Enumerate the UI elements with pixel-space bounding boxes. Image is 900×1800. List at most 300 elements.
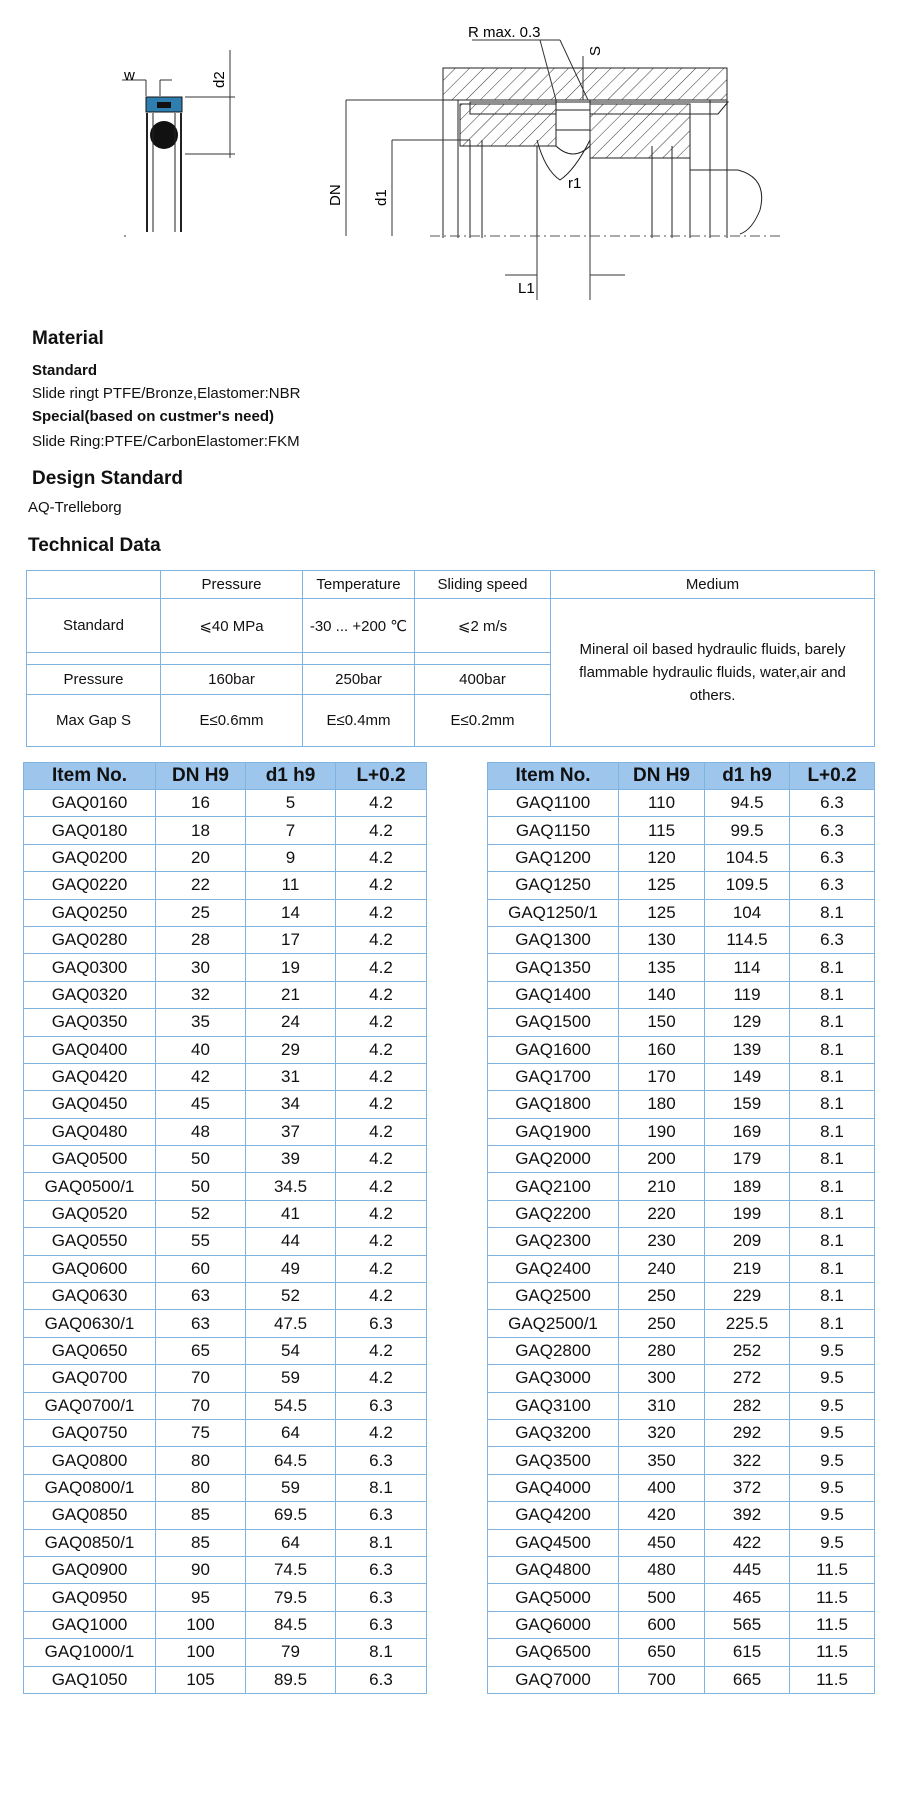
table-row xyxy=(488,1365,875,1392)
item-no-cell: GAQ1300 xyxy=(488,926,619,953)
tech-pressure-160: 160bar xyxy=(161,665,303,695)
d1-cell: 119 xyxy=(705,981,790,1008)
l-cell: 4.2 xyxy=(336,1118,427,1145)
l-cell: 8.1 xyxy=(790,1228,875,1255)
d1-cell: 44 xyxy=(246,1228,336,1255)
d1-cell: 34.5 xyxy=(246,1173,336,1200)
item-no-cell: GAQ5000 xyxy=(488,1584,619,1611)
dn-cell: 65 xyxy=(156,1337,246,1364)
dn-cell: 32 xyxy=(156,981,246,1008)
d1-cell: 209 xyxy=(705,1228,790,1255)
d1-cell: 17 xyxy=(246,926,336,953)
l-cell: 11.5 xyxy=(790,1639,875,1666)
l-cell: 9.5 xyxy=(790,1392,875,1419)
item-no-cell: GAQ0220 xyxy=(24,872,156,899)
table-row xyxy=(24,1611,427,1638)
technical-data-table xyxy=(26,570,875,747)
item-no-cell: GAQ0180 xyxy=(24,817,156,844)
l-cell: 8.1 xyxy=(790,1200,875,1227)
dn-cell: 240 xyxy=(619,1255,705,1282)
item-no-cell: GAQ1250 xyxy=(488,872,619,899)
dn-cell: 450 xyxy=(619,1529,705,1556)
l-cell: 4.2 xyxy=(336,1063,427,1090)
d1-cell: 52 xyxy=(246,1283,336,1310)
dn-cell: 210 xyxy=(619,1173,705,1200)
d1-cell: 99.5 xyxy=(705,817,790,844)
l-cell: 4.2 xyxy=(336,1365,427,1392)
l-cell: 4.2 xyxy=(336,1173,427,1200)
housing-section xyxy=(327,24,780,300)
items-header-row xyxy=(488,763,875,790)
d1-cell: 64 xyxy=(246,1529,336,1556)
tech-gap-label: Max Gap S xyxy=(27,695,161,747)
tech-standard-temperature: -30 ... +200 ℃ xyxy=(303,599,415,653)
l-cell: 8.1 xyxy=(790,1310,875,1337)
l-cell: 6.3 xyxy=(336,1447,427,1474)
dn-cell: 55 xyxy=(156,1228,246,1255)
d1-cell: 94.5 xyxy=(705,790,790,817)
dn-cell: 250 xyxy=(619,1283,705,1310)
table-row xyxy=(24,1584,427,1611)
l-cell: 4.2 xyxy=(336,790,427,817)
table-row xyxy=(488,899,875,926)
item-no-cell: GAQ0250 xyxy=(24,899,156,926)
table-row xyxy=(24,1365,427,1392)
table-row xyxy=(24,872,427,899)
item-no-cell: GAQ1050 xyxy=(24,1666,156,1693)
item-no-cell: GAQ1900 xyxy=(488,1118,619,1145)
design-standard-text: AQ-Trelleborg xyxy=(28,499,122,516)
tech-gap-2: E≤0.4mm xyxy=(303,695,415,747)
header-item-no: Item No. xyxy=(24,763,156,790)
l-cell: 4.2 xyxy=(336,1283,427,1310)
d1-cell: 79 xyxy=(246,1639,336,1666)
tech-spacer-cell xyxy=(27,653,161,665)
dn-cell: 25 xyxy=(156,899,246,926)
table-row xyxy=(24,1200,427,1227)
item-no-cell: GAQ0500/1 xyxy=(24,1173,156,1200)
dn-cell: 310 xyxy=(619,1392,705,1419)
dn-cell: 85 xyxy=(156,1502,246,1529)
table-row xyxy=(488,1447,875,1474)
dn-cell: 70 xyxy=(156,1365,246,1392)
table-row xyxy=(488,844,875,871)
tech-standard-speed: ⩽2 m/s xyxy=(415,599,551,653)
l-cell: 8.1 xyxy=(336,1474,427,1501)
item-no-cell: GAQ2500 xyxy=(488,1283,619,1310)
item-no-cell: GAQ6000 xyxy=(488,1611,619,1638)
header-d1: d1 h9 xyxy=(705,763,790,790)
dn-cell: 250 xyxy=(619,1310,705,1337)
dn-cell: 18 xyxy=(156,817,246,844)
dn-cell: 650 xyxy=(619,1639,705,1666)
item-no-cell: GAQ0630 xyxy=(24,1283,156,1310)
d1-cell: 74.5 xyxy=(246,1556,336,1583)
l-cell: 6.3 xyxy=(336,1584,427,1611)
d1-cell: 272 xyxy=(705,1365,790,1392)
dn-cell: 170 xyxy=(619,1063,705,1090)
item-no-cell: GAQ0850/1 xyxy=(24,1529,156,1556)
item-no-cell: GAQ0900 xyxy=(24,1556,156,1583)
table-row xyxy=(24,1118,427,1145)
l-cell: 8.1 xyxy=(790,1118,875,1145)
table-row xyxy=(24,926,427,953)
dn-cell: 120 xyxy=(619,844,705,871)
seal-drawing xyxy=(0,0,900,320)
item-no-cell: GAQ2800 xyxy=(488,1337,619,1364)
header-dn: DN H9 xyxy=(156,763,246,790)
l-cell: 8.1 xyxy=(336,1529,427,1556)
d1-cell: 14 xyxy=(246,899,336,926)
table-row xyxy=(488,1200,875,1227)
l-cell: 4.2 xyxy=(336,1255,427,1282)
table-row xyxy=(488,1173,875,1200)
table-row xyxy=(24,899,427,926)
table-row xyxy=(488,1584,875,1611)
dn-cell: 400 xyxy=(619,1474,705,1501)
tech-standard-label: Standard xyxy=(27,599,161,653)
l-cell: 8.1 xyxy=(790,1283,875,1310)
dn-cell: 48 xyxy=(156,1118,246,1145)
dn-cell: 220 xyxy=(619,1200,705,1227)
table-row xyxy=(488,954,875,981)
l-cell: 4.2 xyxy=(336,1200,427,1227)
l-cell: 4.2 xyxy=(336,899,427,926)
tech-standard-pressure: ⩽40 MPa xyxy=(161,599,303,653)
item-no-cell: GAQ0300 xyxy=(24,954,156,981)
table-row xyxy=(24,1529,427,1556)
item-no-cell: GAQ3500 xyxy=(488,1447,619,1474)
item-no-cell: GAQ1250/1 xyxy=(488,899,619,926)
dn-cell: 22 xyxy=(156,872,246,899)
material-special-label: Special(based on custmer's need) xyxy=(32,408,274,425)
l-cell: 6.3 xyxy=(790,790,875,817)
label-dn: DN xyxy=(327,184,344,206)
d1-cell: 104 xyxy=(705,899,790,926)
dn-cell: 85 xyxy=(156,1529,246,1556)
l-cell: 8.1 xyxy=(336,1639,427,1666)
d1-cell: 322 xyxy=(705,1447,790,1474)
table-row xyxy=(488,1063,875,1090)
d1-cell: 199 xyxy=(705,1200,790,1227)
l-cell: 4.2 xyxy=(336,1419,427,1446)
dn-cell: 130 xyxy=(619,926,705,953)
table-row xyxy=(488,1666,875,1693)
l-cell: 8.1 xyxy=(790,954,875,981)
item-no-cell: GAQ1700 xyxy=(488,1063,619,1090)
table-row xyxy=(488,1255,875,1282)
l-cell: 4.2 xyxy=(336,1228,427,1255)
dn-cell: 420 xyxy=(619,1502,705,1529)
d1-cell: 292 xyxy=(705,1419,790,1446)
table-row xyxy=(488,1091,875,1118)
tech-gap-1: E≤0.6mm xyxy=(161,695,303,747)
table-row xyxy=(24,1146,427,1173)
d1-cell: 159 xyxy=(705,1091,790,1118)
dn-cell: 230 xyxy=(619,1228,705,1255)
l-cell: 11.5 xyxy=(790,1611,875,1638)
d1-cell: 29 xyxy=(246,1036,336,1063)
label-r-max: R max. 0.3 xyxy=(468,24,541,41)
item-no-cell: GAQ1000/1 xyxy=(24,1639,156,1666)
dn-cell: 110 xyxy=(619,790,705,817)
l-cell: 4.2 xyxy=(336,954,427,981)
item-no-cell: GAQ0200 xyxy=(24,844,156,871)
d1-cell: 89.5 xyxy=(246,1666,336,1693)
dn-cell: 150 xyxy=(619,1009,705,1036)
dn-cell: 50 xyxy=(156,1146,246,1173)
d1-cell: 252 xyxy=(705,1337,790,1364)
table-row xyxy=(24,844,427,871)
tech-medium-text: Mineral oil based hydraulic fluids, barely flammable hydraulic fluids, water,air and others. xyxy=(551,599,875,747)
l-cell: 8.1 xyxy=(790,1091,875,1118)
dn-cell: 180 xyxy=(619,1091,705,1118)
dn-cell: 63 xyxy=(156,1310,246,1337)
dn-cell: 280 xyxy=(619,1337,705,1364)
l-cell: 8.1 xyxy=(790,899,875,926)
l-cell: 8.1 xyxy=(790,1255,875,1282)
d1-cell: 129 xyxy=(705,1009,790,1036)
technical-data-heading: Technical Data xyxy=(28,535,161,556)
item-no-cell: GAQ4500 xyxy=(488,1529,619,1556)
l-cell: 8.1 xyxy=(790,1146,875,1173)
table-row xyxy=(24,1474,427,1501)
header-l: L+0.2 xyxy=(790,763,875,790)
tech-spacer-cell xyxy=(161,653,303,665)
dn-cell: 35 xyxy=(156,1009,246,1036)
table-row xyxy=(488,817,875,844)
item-no-cell: GAQ0630/1 xyxy=(24,1310,156,1337)
table-row xyxy=(24,1310,427,1337)
table-row xyxy=(24,1392,427,1419)
item-no-cell: GAQ1600 xyxy=(488,1036,619,1063)
d1-cell: 31 xyxy=(246,1063,336,1090)
dn-cell: 80 xyxy=(156,1447,246,1474)
l-cell: 9.5 xyxy=(790,1529,875,1556)
dn-cell: 45 xyxy=(156,1091,246,1118)
l-cell: 6.3 xyxy=(336,1611,427,1638)
item-no-cell: GAQ0550 xyxy=(24,1228,156,1255)
item-no-cell: GAQ3000 xyxy=(488,1365,619,1392)
seal-profile xyxy=(122,50,235,236)
tech-pressure-250: 250bar xyxy=(303,665,415,695)
label-d1: d1 xyxy=(373,189,390,206)
l-cell: 9.5 xyxy=(790,1474,875,1501)
item-no-cell: GAQ0950 xyxy=(24,1584,156,1611)
item-no-cell: GAQ0450 xyxy=(24,1091,156,1118)
l-cell: 4.2 xyxy=(336,817,427,844)
dn-cell: 40 xyxy=(156,1036,246,1063)
dn-cell: 16 xyxy=(156,790,246,817)
item-no-cell: GAQ3200 xyxy=(488,1419,619,1446)
dn-cell: 190 xyxy=(619,1118,705,1145)
table-row xyxy=(488,1036,875,1063)
l-cell: 4.2 xyxy=(336,926,427,953)
d1-cell: 104.5 xyxy=(705,844,790,871)
d1-cell: 229 xyxy=(705,1283,790,1310)
l-cell: 8.1 xyxy=(790,1009,875,1036)
item-no-cell: GAQ1100 xyxy=(488,790,619,817)
d1-cell: 392 xyxy=(705,1502,790,1529)
table-row xyxy=(24,954,427,981)
items-table-right xyxy=(487,762,875,1694)
item-no-cell: GAQ0420 xyxy=(24,1063,156,1090)
header-l: L+0.2 xyxy=(336,763,427,790)
d1-cell: 114 xyxy=(705,954,790,981)
l-cell: 8.1 xyxy=(790,1173,875,1200)
dn-cell: 20 xyxy=(156,844,246,871)
l-cell: 9.5 xyxy=(790,1502,875,1529)
item-no-cell: GAQ7000 xyxy=(488,1666,619,1693)
tech-gap-3: E≤0.2mm xyxy=(415,695,551,747)
d1-cell: 189 xyxy=(705,1173,790,1200)
d1-cell: 565 xyxy=(705,1611,790,1638)
d1-cell: 64.5 xyxy=(246,1447,336,1474)
d1-cell: 114.5 xyxy=(705,926,790,953)
d1-cell: 64 xyxy=(246,1419,336,1446)
item-no-cell: GAQ6500 xyxy=(488,1639,619,1666)
dn-cell: 125 xyxy=(619,899,705,926)
dn-cell: 135 xyxy=(619,954,705,981)
table-row xyxy=(24,1639,427,1666)
l-cell: 4.2 xyxy=(336,844,427,871)
tech-header-row xyxy=(27,571,875,599)
tech-standard-row xyxy=(27,599,875,653)
table-row xyxy=(24,790,427,817)
item-no-cell: GAQ0800 xyxy=(24,1447,156,1474)
l-cell: 6.3 xyxy=(336,1666,427,1693)
dn-cell: 350 xyxy=(619,1447,705,1474)
dn-cell: 42 xyxy=(156,1063,246,1090)
table-row xyxy=(24,817,427,844)
d1-cell: 19 xyxy=(246,954,336,981)
material-heading: Material xyxy=(32,328,104,349)
dn-cell: 75 xyxy=(156,1419,246,1446)
label-d2: d2 xyxy=(211,71,228,88)
item-no-cell: GAQ4000 xyxy=(488,1474,619,1501)
dn-cell: 30 xyxy=(156,954,246,981)
l-cell: 8.1 xyxy=(790,981,875,1008)
item-no-cell: GAQ1200 xyxy=(488,844,619,871)
d1-cell: 665 xyxy=(705,1666,790,1693)
l-cell: 6.3 xyxy=(336,1310,427,1337)
dn-cell: 95 xyxy=(156,1584,246,1611)
item-no-cell: GAQ0320 xyxy=(24,981,156,1008)
l-cell: 8.1 xyxy=(790,1036,875,1063)
l-cell: 6.3 xyxy=(790,844,875,871)
d1-cell: 422 xyxy=(705,1529,790,1556)
l-cell: 11.5 xyxy=(790,1584,875,1611)
items-table-left xyxy=(23,762,427,1694)
d1-cell: 445 xyxy=(705,1556,790,1583)
label-w: w xyxy=(124,67,135,84)
table-row xyxy=(488,1392,875,1419)
item-no-cell: GAQ0500 xyxy=(24,1146,156,1173)
item-no-cell: GAQ1500 xyxy=(488,1009,619,1036)
dn-cell: 60 xyxy=(156,1255,246,1282)
dn-cell: 115 xyxy=(619,817,705,844)
table-row xyxy=(488,1146,875,1173)
item-no-cell: GAQ1000 xyxy=(24,1611,156,1638)
l-cell: 4.2 xyxy=(336,872,427,899)
tech-pressure-label: Pressure xyxy=(27,665,161,695)
table-row xyxy=(24,1063,427,1090)
dn-cell: 300 xyxy=(619,1365,705,1392)
material-special-text: Slide Ring:PTFE/CarbonElastomer:FKM xyxy=(32,433,300,450)
table-row xyxy=(488,1337,875,1364)
d1-cell: 225.5 xyxy=(705,1310,790,1337)
d1-cell: 139 xyxy=(705,1036,790,1063)
item-no-cell: GAQ0850 xyxy=(24,1502,156,1529)
tech-header-pressure: Pressure xyxy=(161,571,303,599)
d1-cell: 7 xyxy=(246,817,336,844)
header-item-no: Item No. xyxy=(488,763,619,790)
d1-cell: 219 xyxy=(705,1255,790,1282)
item-no-cell: GAQ0160 xyxy=(24,790,156,817)
d1-cell: 37 xyxy=(246,1118,336,1145)
table-row xyxy=(488,790,875,817)
tech-spacer-cell xyxy=(415,653,551,665)
table-row xyxy=(24,1447,427,1474)
d1-cell: 49 xyxy=(246,1255,336,1282)
l-cell: 4.2 xyxy=(336,1146,427,1173)
table-row xyxy=(488,872,875,899)
item-no-cell: GAQ0650 xyxy=(24,1337,156,1364)
dn-cell: 200 xyxy=(619,1146,705,1173)
item-no-cell: GAQ0350 xyxy=(24,1009,156,1036)
item-no-cell: GAQ2100 xyxy=(488,1173,619,1200)
table-row xyxy=(488,1502,875,1529)
table-row xyxy=(24,1666,427,1693)
header-d1: d1 h9 xyxy=(246,763,336,790)
item-no-cell: GAQ2000 xyxy=(488,1146,619,1173)
table-row xyxy=(488,1611,875,1638)
d1-cell: 54.5 xyxy=(246,1392,336,1419)
dn-cell: 125 xyxy=(619,872,705,899)
item-no-cell: GAQ0750 xyxy=(24,1419,156,1446)
label-s: S xyxy=(587,45,604,56)
l-cell: 6.3 xyxy=(790,872,875,899)
dn-cell: 70 xyxy=(156,1392,246,1419)
table-row xyxy=(24,981,427,1008)
l-cell: 6.3 xyxy=(336,1392,427,1419)
l-cell: 4.2 xyxy=(336,1091,427,1118)
item-no-cell: GAQ4800 xyxy=(488,1556,619,1583)
d1-cell: 9 xyxy=(246,844,336,871)
d1-cell: 54 xyxy=(246,1337,336,1364)
dn-cell: 52 xyxy=(156,1200,246,1227)
table-row xyxy=(488,1283,875,1310)
dn-cell: 100 xyxy=(156,1611,246,1638)
table-row xyxy=(488,1419,875,1446)
l-cell: 9.5 xyxy=(790,1419,875,1446)
d1-cell: 84.5 xyxy=(246,1611,336,1638)
l-cell: 4.2 xyxy=(336,1036,427,1063)
item-no-cell: GAQ2500/1 xyxy=(488,1310,619,1337)
l-cell: 6.3 xyxy=(336,1556,427,1583)
tech-pressure-400: 400bar xyxy=(415,665,551,695)
dn-cell: 480 xyxy=(619,1556,705,1583)
design-standard-heading: Design Standard xyxy=(32,468,183,489)
item-no-cell: GAQ1150 xyxy=(488,817,619,844)
d1-cell: 11 xyxy=(246,872,336,899)
item-no-cell: GAQ0520 xyxy=(24,1200,156,1227)
d1-cell: 5 xyxy=(246,790,336,817)
tech-header-temperature: Temperature xyxy=(303,571,415,599)
table-row xyxy=(24,1091,427,1118)
table-row xyxy=(488,1118,875,1145)
item-no-cell: GAQ0700 xyxy=(24,1365,156,1392)
